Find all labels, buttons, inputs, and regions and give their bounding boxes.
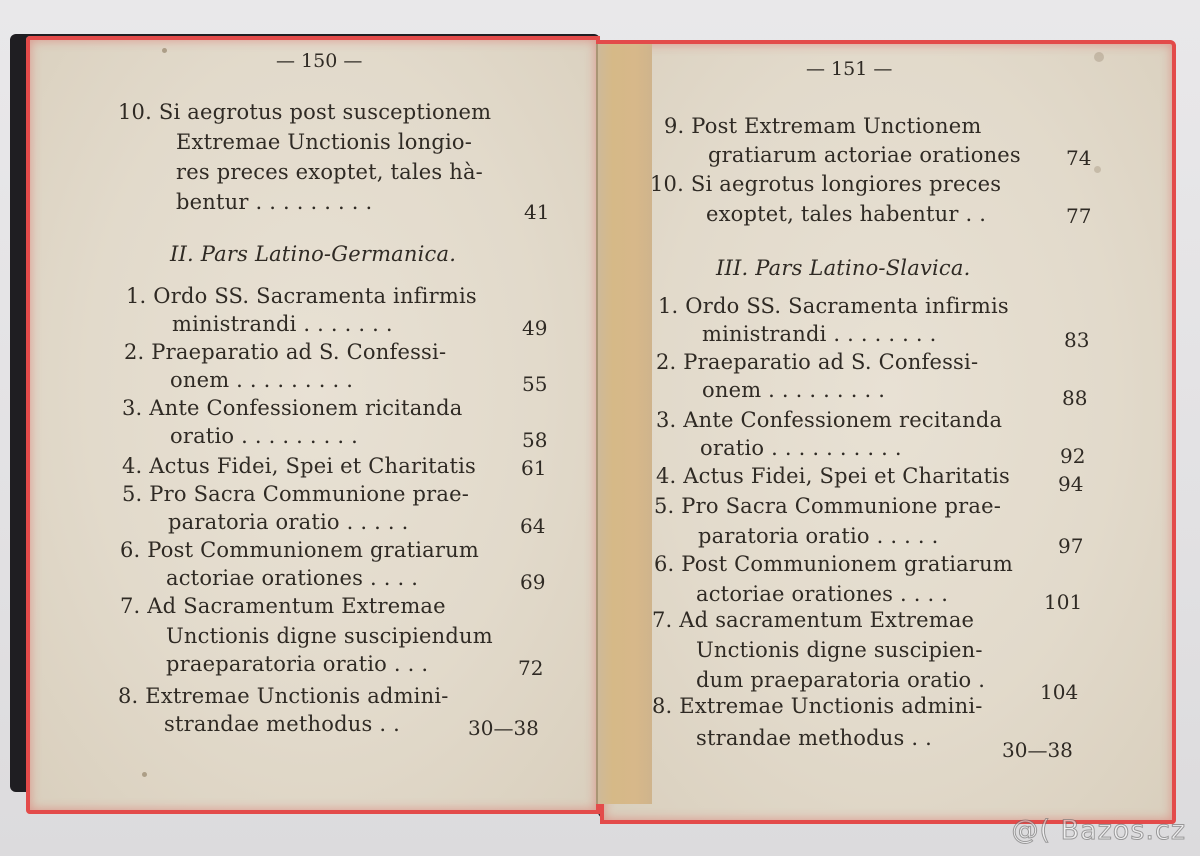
entry-line: 2. Praeparatio ad S. Confessi- (656, 350, 979, 374)
entry-line: exoptet, tales habentur . . (706, 202, 987, 226)
entry-line: bentur . . . . . . . . . (176, 190, 373, 214)
book-gutter (596, 44, 652, 804)
entry-line: gratiarum actoriae orationes (708, 143, 1021, 167)
page-number: 30—38 (1002, 738, 1073, 762)
entry-line: praeparatoria oratio . . . (166, 652, 429, 676)
page-number: 77 (1066, 204, 1092, 228)
entry-line: strandae methodus . . (164, 712, 400, 736)
entry-line: 7. Ad sacramentum Extremae (652, 608, 975, 632)
entry-line: 3. Ante Confessionem recitanda (656, 408, 1003, 432)
entry-line: onem . . . . . . . . . (702, 378, 886, 402)
left-page-folio: — 150 — (276, 50, 363, 72)
page-number: 92 (1060, 444, 1086, 468)
page-number: 74 (1066, 146, 1092, 170)
paper-spot (1094, 166, 1101, 173)
page-number: 58 (522, 428, 548, 452)
entry-line: ministrandi . . . . . . . . (702, 322, 937, 346)
entry-line: 5. Pro Sacra Communione prae- (122, 482, 469, 506)
paper-spot (142, 772, 147, 777)
page-number: 49 (522, 316, 548, 340)
bazos-watermark: @( Bazos.cz (1011, 815, 1186, 846)
entry-line: 1. Ordo SS. Sacramenta infirmis (126, 284, 477, 308)
page-number: 101 (1044, 590, 1083, 614)
entry-line: Unctionis digne suscipien- (696, 638, 983, 662)
entry-line: 2. Praeparatio ad S. Confessi- (124, 340, 447, 364)
entry-line: 5. Pro Sacra Communione prae- (654, 494, 1001, 518)
entry-line: dum praeparatoria oratio . (696, 668, 986, 692)
entry-line: ministrandi . . . . . . . (172, 312, 393, 336)
page-number: 41 (524, 200, 550, 224)
page-number: 61 (521, 456, 547, 480)
entry-line: 4. Actus Fidei, Spei et Charitatis (656, 464, 1011, 488)
entry-line: 3. Ante Confessionem ricitanda (122, 396, 463, 420)
entry-line: oratio . . . . . . . . . (170, 424, 358, 448)
entry-line: onem . . . . . . . . . (170, 368, 354, 392)
entry-line: 10. Si aegrotus longiores preces (650, 172, 1002, 196)
page-number: 64 (520, 514, 546, 538)
page-number: 94 (1058, 472, 1084, 496)
section-heading-latino-germanica: II. Pars Latino-Germanica. (170, 242, 457, 266)
entry-line: 6. Post Communionem gratiarum (120, 538, 479, 562)
entry-line: 7. Ad Sacramentum Extremae (120, 594, 446, 618)
page-number: 104 (1040, 680, 1079, 704)
entry-line: res preces exoptet, tales hà- (176, 160, 483, 184)
entry-line: 6. Post Communionem gratiarum (654, 552, 1013, 576)
entry-line: 10. Si aegrotus post susceptionem (118, 100, 492, 124)
paper-spot (1094, 52, 1104, 62)
section-heading-latino-slavica: III. Pars Latino-Slavica. (716, 256, 971, 280)
entry-line: paratoria oratio . . . . . (698, 524, 939, 548)
entry-line: Extremae Unctionis longio- (176, 130, 473, 154)
gutter-crease (596, 44, 598, 804)
page-number: 83 (1064, 328, 1090, 352)
page-number: 72 (518, 656, 544, 680)
entry-line: 8. Extremae Unctionis admini- (118, 684, 449, 708)
page-number: 97 (1058, 534, 1084, 558)
page-number: 55 (522, 372, 548, 396)
page-number: 69 (520, 570, 546, 594)
page-number: 88 (1062, 386, 1088, 410)
right-page-folio: — 151 — (806, 58, 893, 80)
entry-line: actoriae orationes . . . . (696, 582, 949, 606)
entry-line: Unctionis digne suscipiendum (166, 624, 493, 648)
entry-line: paratoria oratio . . . . . (168, 510, 409, 534)
paper-spot (162, 48, 167, 53)
entry-line: strandae methodus . . (696, 726, 932, 750)
entry-line: actoriae orationes . . . . (166, 566, 419, 590)
page-number: 30—38 (468, 716, 539, 740)
entry-line: 4. Actus Fidei, Spei et Charitatis (122, 454, 477, 478)
entry-line: 9. Post Extremam Unctionem (664, 114, 982, 138)
entry-line: 1. Ordo SS. Sacramenta infirmis (658, 294, 1009, 318)
entry-line: 8. Extremae Unctionis admini- (652, 694, 983, 718)
entry-line: oratio . . . . . . . . . . (700, 436, 902, 460)
